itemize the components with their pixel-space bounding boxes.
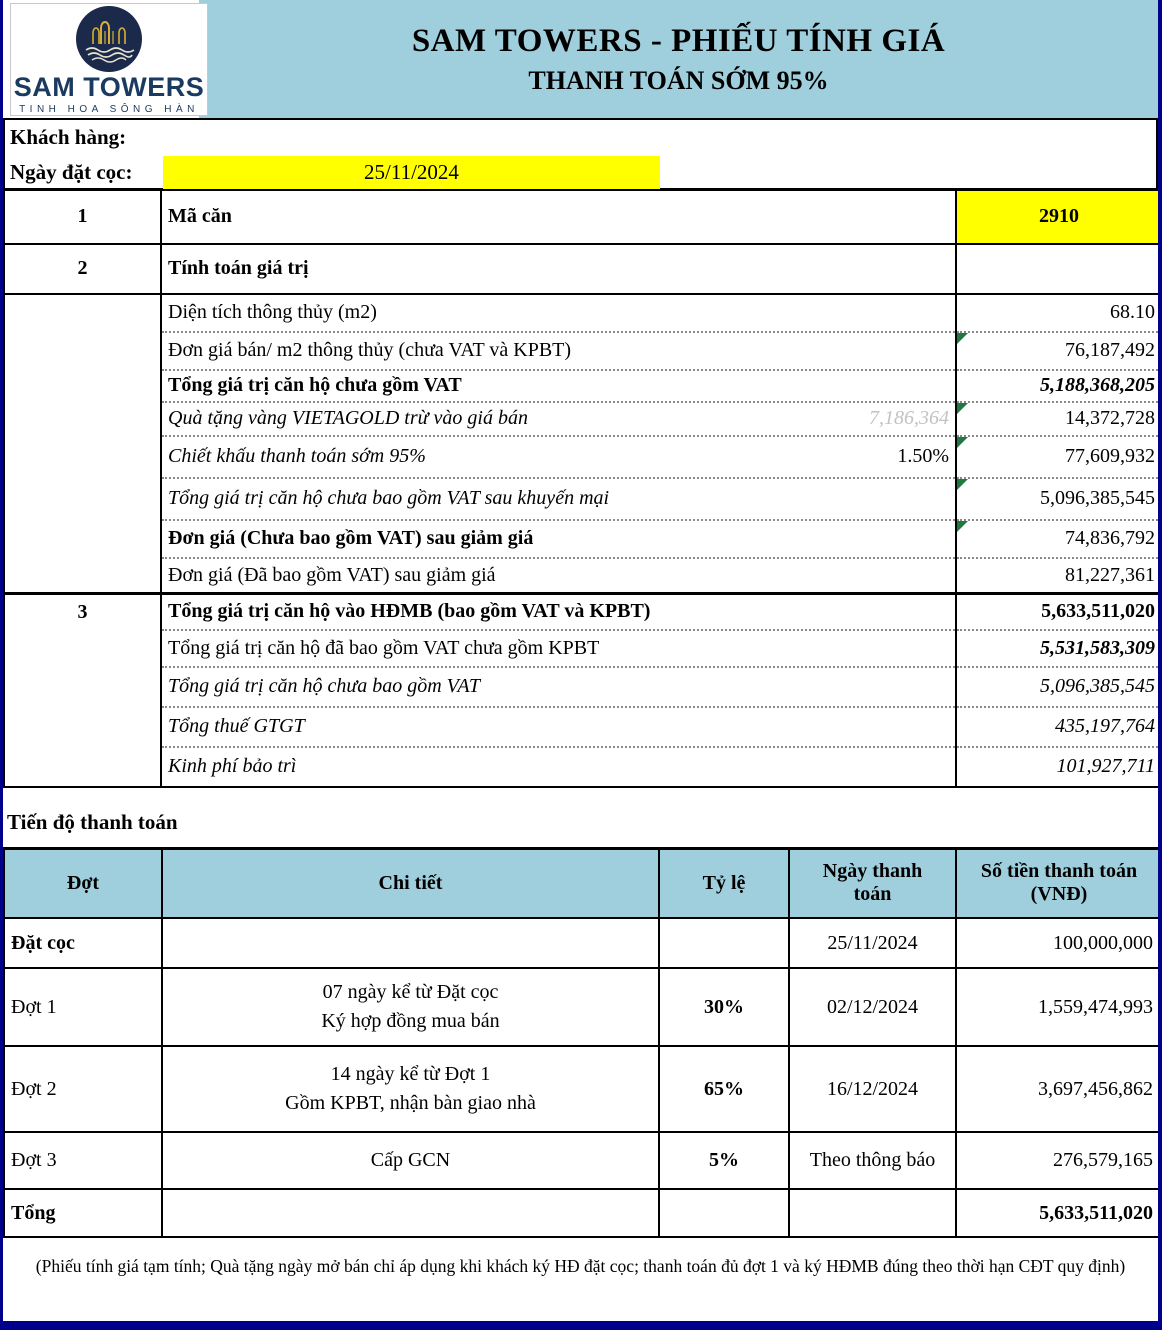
detail-line-1: 07 ngày kể từ Đặt cọc	[322, 981, 499, 1003]
rate-cell: 65%	[659, 1046, 789, 1132]
detail-cell	[162, 1046, 659, 1132]
pricing-row-section2	[4, 244, 1162, 294]
pricing-row-unit-price	[4, 332, 1162, 370]
row-value	[956, 244, 1162, 294]
row-value	[956, 520, 1162, 558]
phase-cell: Đợt 2	[4, 1046, 162, 1132]
phase-cell: Đặt cọc	[4, 918, 162, 968]
pricing-row-unit-code	[4, 190, 1162, 244]
schedule-row-1	[4, 968, 1162, 1046]
pricing-row-total-novat	[4, 370, 1162, 402]
comment-marker-icon	[957, 333, 968, 344]
row-label: Mã căn	[161, 190, 956, 244]
row-number: 2	[4, 244, 161, 294]
amount-cell: 5,633,511,020	[956, 1189, 1162, 1237]
brand-name: SAM TOWERS	[13, 72, 205, 102]
deposit-date-cell[interactable]: 25/11/2024	[163, 156, 660, 189]
row-number	[4, 332, 161, 370]
rate-cell: 30%	[659, 968, 789, 1046]
col-header-date: Ngày thanh toán	[789, 848, 956, 918]
detail-cell	[162, 918, 659, 968]
row-value	[956, 436, 1162, 478]
schedule-row-deposit	[4, 918, 1162, 968]
detail-line-1: 14 ngày kể từ Đợt 1	[330, 1063, 491, 1085]
row-label: Tổng giá trị căn hộ chưa bao gồm VAT	[161, 667, 956, 707]
row-label-text: Chiết khấu thanh toán sớm 95%	[168, 445, 426, 467]
amount-cell: 3,697,456,862	[956, 1046, 1162, 1132]
pricing-row-unitprice-vat-discounted	[4, 558, 1162, 594]
phase-cell: Đợt 1	[4, 968, 162, 1046]
row-label: Tổng giá trị căn hộ chưa gồm VAT	[161, 370, 956, 402]
row-value-text: 14,372,728	[1065, 407, 1155, 429]
rate-cell	[659, 918, 789, 968]
comment-marker-icon	[957, 521, 968, 532]
row-value: 101,927,711	[956, 747, 1162, 787]
customer-row	[5, 120, 1156, 155]
ghost-value: 7,186,364	[869, 407, 949, 429]
row-label	[161, 402, 956, 436]
row-value	[956, 332, 1162, 370]
row-value: 435,197,764	[956, 707, 1162, 747]
header-band	[3, 0, 1158, 118]
row-value	[956, 402, 1162, 436]
row-value: 5,188,368,205	[956, 370, 1162, 402]
row-value-text: 5,096,385,545	[1040, 487, 1155, 509]
row-number	[4, 436, 161, 478]
date-cell: 02/12/2024	[789, 968, 956, 1046]
pricing-row-total-no-vat	[4, 667, 1162, 707]
schedule-section-title: Tiến độ thanh toán	[7, 809, 178, 834]
row-number: 3	[4, 594, 161, 630]
comment-marker-icon	[957, 437, 968, 448]
row-label: Tổng giá trị căn hộ đã bao gồm VAT chưa gồm KPBT	[161, 630, 956, 667]
row-number	[4, 667, 161, 707]
row-number	[4, 478, 161, 520]
row-label: Đơn giá (Chưa bao gồm VAT) sau giảm giá	[161, 520, 956, 558]
row-number	[4, 630, 161, 667]
bottom-frame-bar	[3, 1321, 1158, 1330]
row-label: Diện tích thông thủy (m2)	[161, 294, 956, 332]
row-number	[4, 558, 161, 594]
discount-rate: 1.50%	[897, 445, 949, 467]
brand-logo	[10, 3, 208, 116]
row-number	[4, 747, 161, 787]
row-value: 5,633,511,020	[956, 594, 1162, 630]
rate-cell: 5%	[659, 1132, 789, 1189]
date-cell	[789, 1189, 956, 1237]
customer-label: Khách hàng:	[10, 125, 127, 149]
phase-cell: Đợt 3	[4, 1132, 162, 1189]
row-value: 5,096,385,545	[956, 667, 1162, 707]
customer-block	[3, 118, 1158, 188]
phase-cell: Tổng	[4, 1189, 162, 1237]
deposit-date-label: Ngày đặt cọc:	[10, 160, 133, 184]
brand-tagline: TINH HOA SÔNG HÀN	[19, 104, 199, 115]
footnote: (Phiếu tính giá tạm tính; Quà tặng ngày mở bán chỉ áp dụng khi khách ký HĐ đặt cọc; thanh toán đủ đợt 1 và ký HĐMB đúng theo thời hạn CĐT quy định)	[35, 1256, 1126, 1276]
pricing-row-vat-tax	[4, 707, 1162, 747]
schedule-row-2	[4, 1046, 1162, 1132]
row-value: 5,531,583,309	[956, 630, 1162, 667]
pricing-row-area	[4, 294, 1162, 332]
detail-cell	[162, 968, 659, 1046]
payment-schedule-table	[3, 847, 1162, 1239]
amount-cell: 1,559,474,993	[956, 968, 1162, 1046]
row-number	[4, 294, 161, 332]
detail-line-2: Gồm KPBT, nhận bàn giao nhà	[285, 1092, 536, 1114]
deposit-date-row	[5, 155, 1156, 190]
pricing-row-gold-gift	[4, 402, 1162, 436]
row-number	[4, 402, 161, 436]
pricing-row-maintenance-fee	[4, 747, 1162, 787]
row-number	[4, 370, 161, 402]
row-label: Tổng giá trị căn hộ vào HĐMB (bao gồm VAT và KPBT)	[161, 594, 956, 630]
row-label: Tổng giá trị căn hộ chưa bao gồm VAT sau khuyến mại	[161, 478, 956, 520]
row-label: Đơn giá bán/ m2 thông thủy (chưa VAT và KPBT)	[161, 332, 956, 370]
schedule-row-3	[4, 1132, 1162, 1189]
row-value-text: 74,836,792	[1065, 527, 1155, 549]
pricing-row-contract-total	[4, 594, 1162, 630]
unit-code-cell[interactable]: 2910	[956, 190, 1162, 244]
page-subtitle: THANH TOÁN SỚM 95%	[528, 65, 829, 95]
row-value-text: 76,187,492	[1065, 339, 1155, 361]
rate-cell	[659, 1189, 789, 1237]
row-value	[956, 478, 1162, 520]
row-label: Kinh phí bảo trì	[161, 747, 956, 787]
title-band	[199, 0, 1158, 118]
page-title: SAM TOWERS - PHIẾU TÍNH GIÁ	[411, 22, 946, 59]
row-number: 1	[77, 205, 88, 228]
comment-marker-icon	[957, 479, 968, 490]
pricing-row-total-after-promo	[4, 478, 1162, 520]
pricing-row-unitprice-novat-discounted	[4, 520, 1162, 558]
col-header-detail: Chi tiết	[162, 848, 659, 918]
detail-cell	[162, 1189, 659, 1237]
col-header-rate: Tỷ lệ	[659, 848, 789, 918]
row-value: 68.10	[956, 294, 1162, 332]
col-header-amount: Số tiền thanh toán (VNĐ)	[956, 848, 1162, 918]
pricing-row-early-discount	[4, 436, 1162, 478]
schedule-header-row	[4, 848, 1162, 918]
pricing-table	[3, 188, 1162, 788]
comment-marker-icon	[957, 403, 968, 414]
sam-towers-logo-icon	[68, 4, 150, 74]
schedule-row-total	[4, 1189, 1162, 1237]
row-label	[161, 436, 956, 478]
row-value: 81,227,361	[956, 558, 1162, 594]
detail-line-2: Ký hợp đồng mua bán	[321, 1010, 500, 1032]
date-cell: Theo thông báo	[789, 1132, 956, 1189]
row-label: Tính toán giá trị	[161, 244, 956, 294]
amount-cell: 100,000,000	[956, 918, 1162, 968]
amount-cell: 276,579,165	[956, 1132, 1162, 1189]
row-label: Đơn giá (Đã bao gồm VAT) sau giảm giá	[161, 558, 956, 594]
date-cell: 25/11/2024	[789, 918, 956, 968]
row-number	[4, 707, 161, 747]
pricing-row-vat-no-kpbt	[4, 630, 1162, 667]
row-number	[4, 520, 161, 558]
row-label: Tổng thuế GTGT	[161, 707, 956, 747]
row-label-text: Quà tặng vàng VIETAGOLD trừ vào giá bán	[168, 407, 528, 429]
detail-cell: Cấp GCN	[162, 1132, 659, 1189]
row-value-text: 77,609,932	[1065, 445, 1155, 467]
date-cell: 16/12/2024	[789, 1046, 956, 1132]
col-header-phase: Đợt	[4, 848, 162, 918]
